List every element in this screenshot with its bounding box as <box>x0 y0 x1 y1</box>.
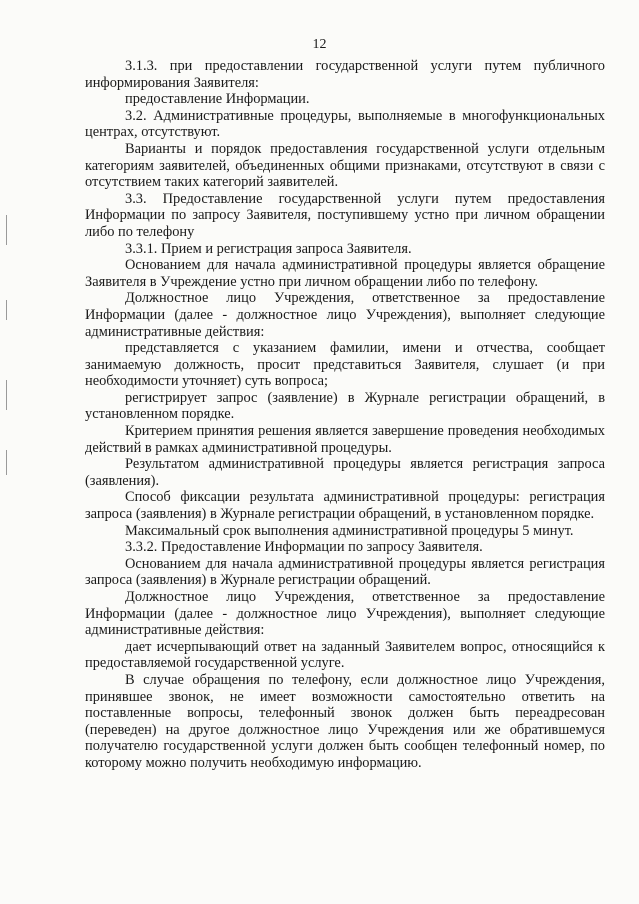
paragraph: предоставление Информации. <box>125 91 310 108</box>
paragraph: Максимальный срок выполнения административной процедуры 5 минут. <box>125 522 574 539</box>
list-item: представляется с указанием фамилии, имени и отчества, сообщает занимаемую должность, просит представиться Заявителя, слушает (и при необходимости уточняет) суть вопроса; <box>85 340 605 390</box>
scan-margin-mark <box>6 380 7 410</box>
scan-margin-mark <box>6 300 7 320</box>
paragraph: Должностное лицо Учреждения, ответственное за предоставление Информации (далее - должностное лицо Учреждения), выполняет следующие административные действия: <box>85 290 605 340</box>
paragraph: Варианты и порядок предоставления государственной услуги отдельным категориям заявителей, объединенных общими признаками, отсутствуют в связи с отсутствием таких категорий заявителей. <box>85 140 605 191</box>
paragraph: 3.3. Предоставление государственной услуги путем предоставления Информации по запросу Заявителя, поступившему устно при личном обращении либо по телефону <box>85 190 605 240</box>
paragraph: В случае обращения по телефону, если должностное лицо Учреждения, принявшее звонок, не имеет возможности самостоятельно ответить на поставленные вопросы, телефонный звонок должен быть переадресован (переведен) на другое должностное лицо Учреждения или же обратившемуся получателю государственной услуги должен быть сообщен телефонный номер, по которому можно получить необходимую информацию. <box>85 671 605 771</box>
paragraph: Основанием для начала административной процедуры является обращение Заявителя в Учреждение устно при личном обращении либо по телефону. <box>85 257 605 290</box>
paragraph: Основанием для начала административной процедуры является регистрация запроса (заявления) в Журнале регистрации обращений. <box>85 555 605 589</box>
scan-margin-mark <box>6 215 7 245</box>
paragraph: Способ фиксации результата административной процедуры: регистрация запроса (заявления) в Журнале регистрации обращений, в установленном порядке. <box>85 489 605 523</box>
section-heading: 3.3.1. Прием и регистрация запроса Заявителя. <box>125 240 412 257</box>
list-item: регистрирует запрос (заявление) в Журнале регистрации обращений, в установленном порядке. <box>85 389 605 423</box>
paragraph: Критерием принятия решения является завершение проведения необходимых действий в рамках административной процедуры. <box>85 423 605 456</box>
list-item: дает исчерпывающий ответ на заданный Заявителем вопрос, относящийся к предоставляемой государственной услуге. <box>85 638 605 672</box>
paragraph: 3.1.3. при предоставлении государственной услуги путем публичного информирования Заявителя: <box>85 58 605 91</box>
paragraph: Результатом административной процедуры является регистрация запроса (заявления). <box>85 456 605 489</box>
page-number: 12 <box>312 37 327 52</box>
section-heading: 3.3.2. Предоставление Информации по запросу Заявителя. <box>125 539 483 556</box>
paragraph: Должностное лицо Учреждения, ответственное за предоставление Информации (далее - должностное лицо Учреждения), выполняет следующие административные действия: <box>85 589 605 639</box>
document-body <box>85 58 605 772</box>
scan-margin-mark <box>6 450 7 475</box>
paragraph: 3.2. Административные процедуры, выполняемые в многофункциональных центрах, отсутствуют. <box>85 107 605 141</box>
